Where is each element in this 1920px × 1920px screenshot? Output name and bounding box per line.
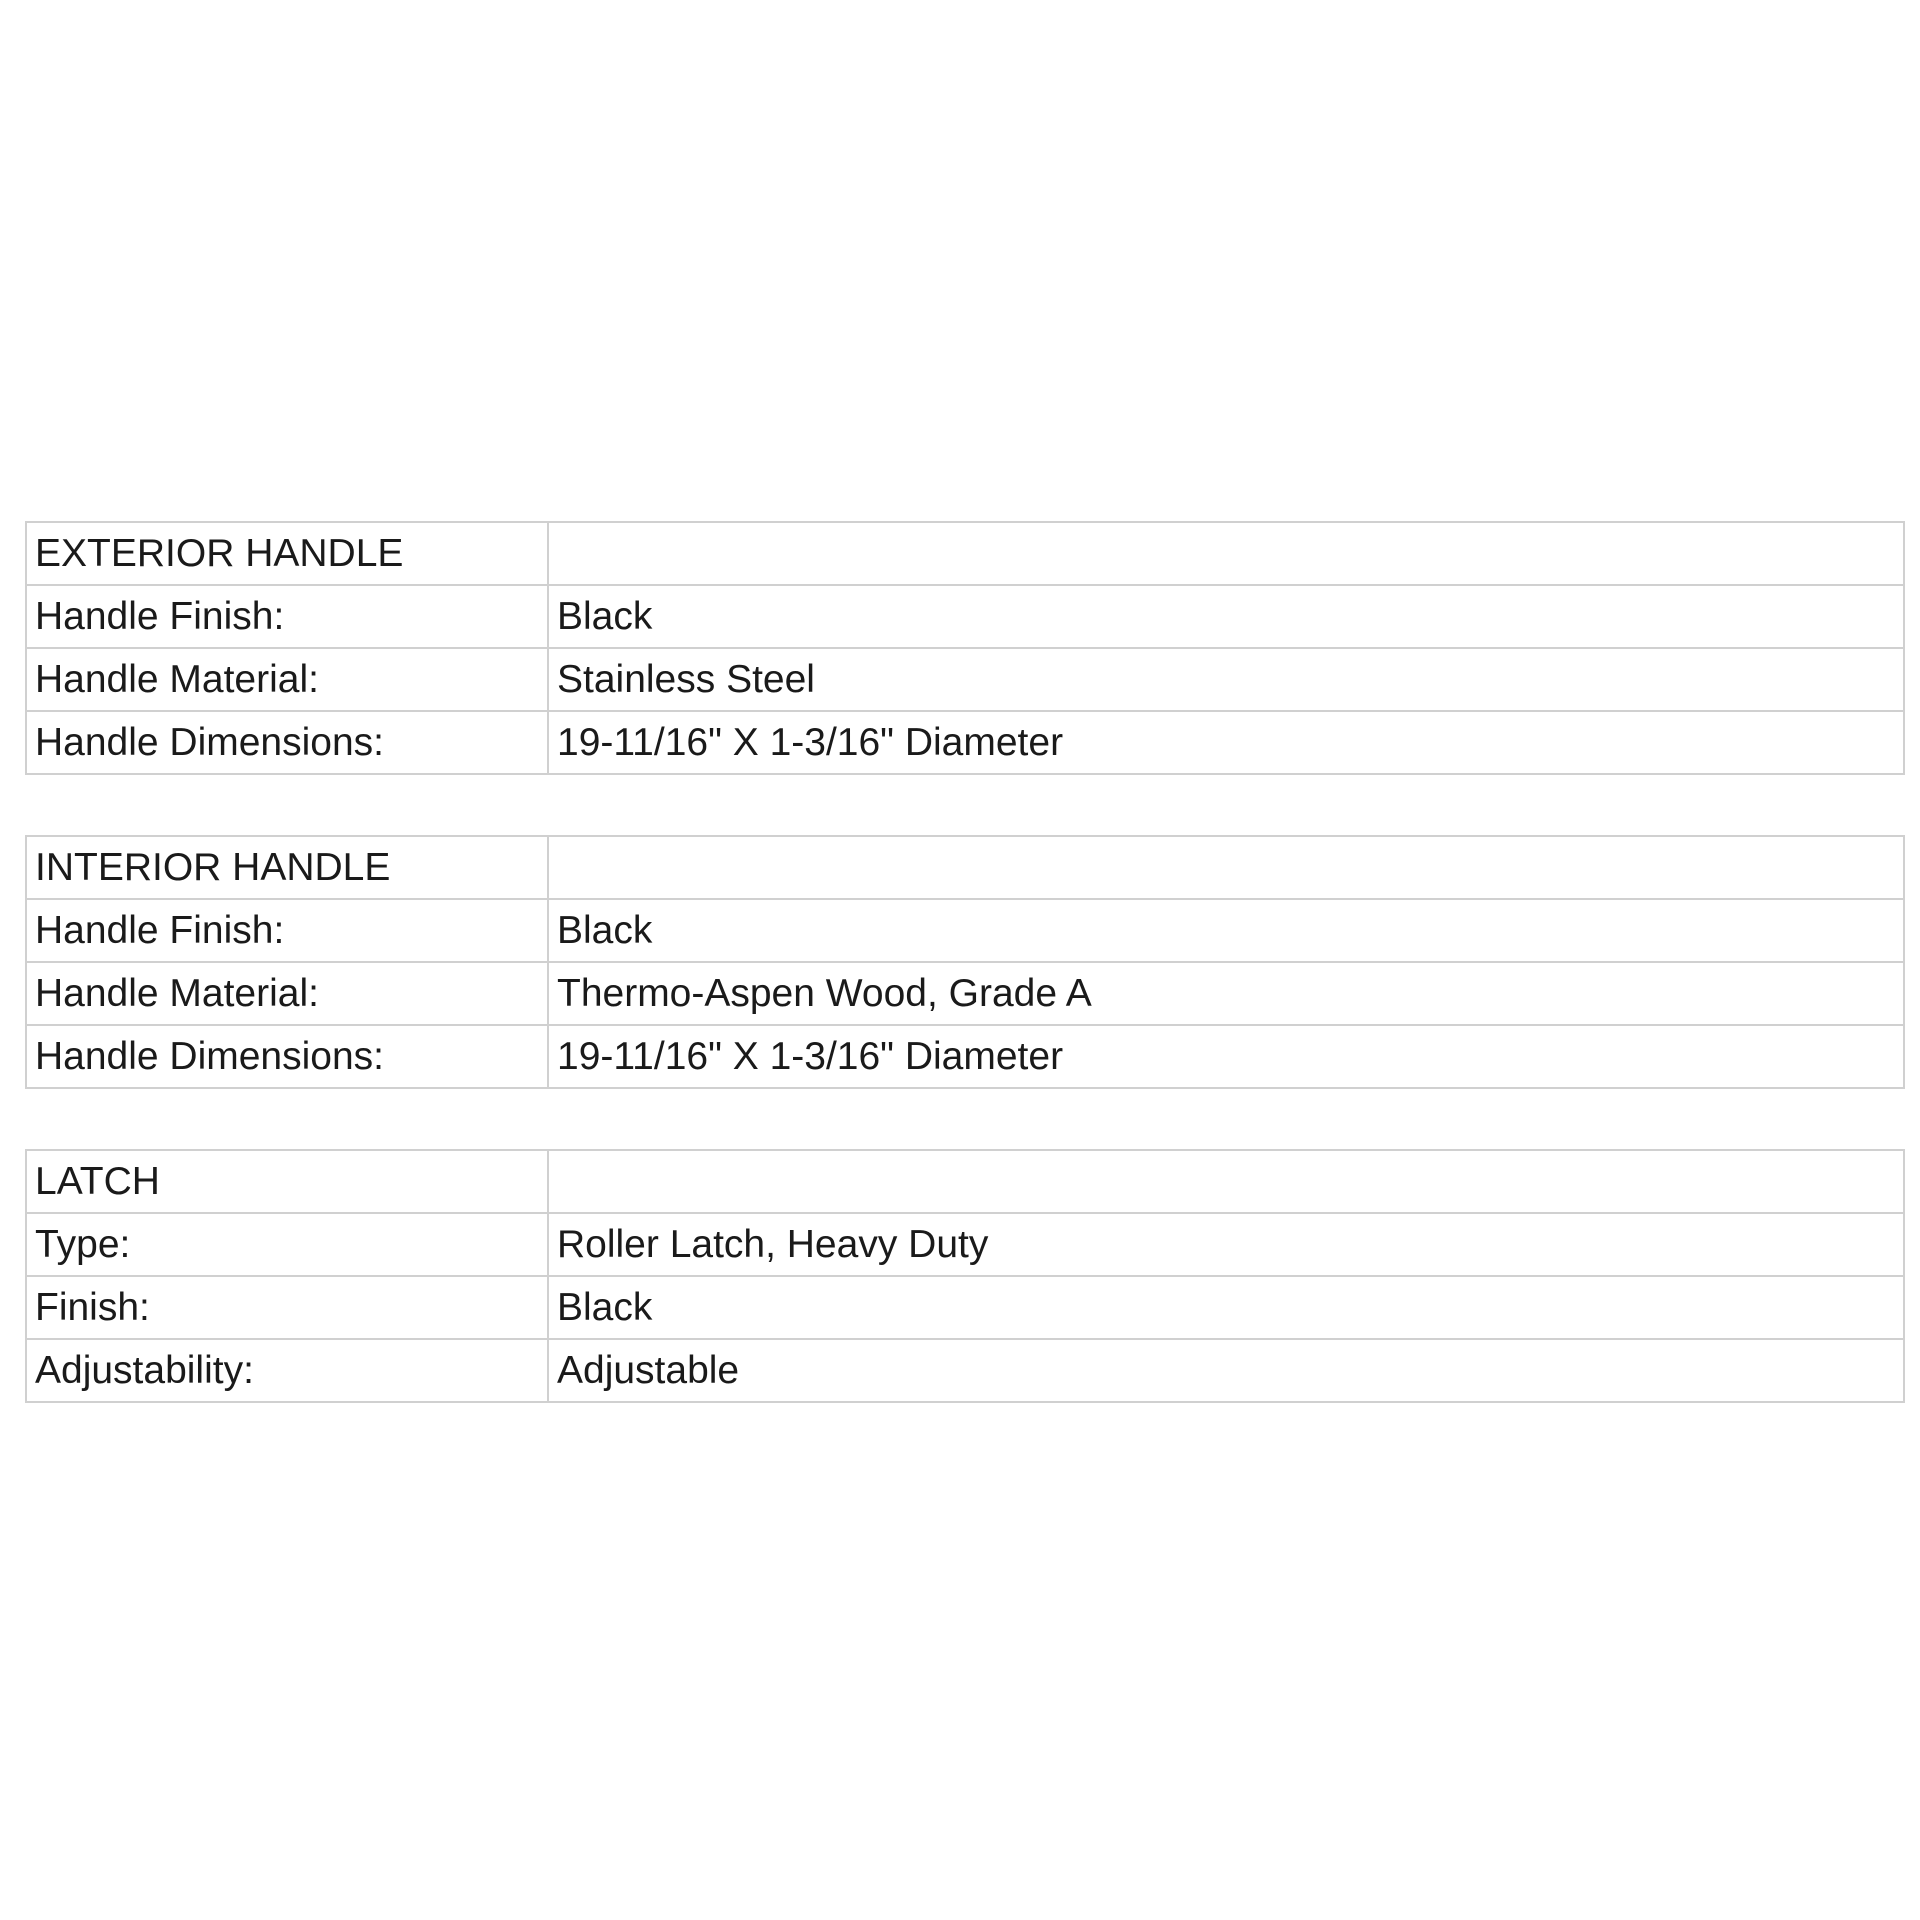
empty-cell <box>548 1150 1904 1213</box>
spec-value: Black <box>548 585 1904 648</box>
latch-spec-table <box>25 1149 1905 1403</box>
spec-label: Handle Dimensions: <box>26 711 548 774</box>
spec-value: Stainless Steel <box>548 648 1904 711</box>
spec-value: 19-11/16" X 1-3/16" Diameter <box>548 711 1904 774</box>
empty-cell <box>548 836 1904 899</box>
table-row <box>26 1339 1904 1402</box>
section-heading: LATCH <box>26 1150 548 1213</box>
table-row <box>26 711 1904 774</box>
table-row <box>26 1213 1904 1276</box>
spec-value: Black <box>548 899 1904 962</box>
spec-value: Adjustable <box>548 1339 1904 1402</box>
exterior-handle-spec-table <box>25 521 1905 775</box>
spec-label: Handle Dimensions: <box>26 1025 548 1088</box>
empty-cell <box>548 522 1904 585</box>
table-header-row <box>26 836 1904 899</box>
section-heading: INTERIOR HANDLE <box>26 836 548 899</box>
spec-label: Handle Finish: <box>26 585 548 648</box>
table-row <box>26 585 1904 648</box>
spec-value: Thermo-Aspen Wood, Grade A <box>548 962 1904 1025</box>
spec-label: Type: <box>26 1213 548 1276</box>
table-row <box>26 648 1904 711</box>
spec-label: Handle Material: <box>26 648 548 711</box>
table-header-row <box>26 1150 1904 1213</box>
spec-value: Black <box>548 1276 1904 1339</box>
spec-value: Roller Latch, Heavy Duty <box>548 1213 1904 1276</box>
spec-label: Handle Material: <box>26 962 548 1025</box>
spec-label: Finish: <box>26 1276 548 1339</box>
section-heading: EXTERIOR HANDLE <box>26 522 548 585</box>
table-row <box>26 1025 1904 1088</box>
interior-handle-spec-table <box>25 835 1905 1089</box>
spec-label: Handle Finish: <box>26 899 548 962</box>
table-row <box>26 1276 1904 1339</box>
spec-value: 19-11/16" X 1-3/16" Diameter <box>548 1025 1904 1088</box>
spec-label: Adjustability: <box>26 1339 548 1402</box>
table-row <box>26 962 1904 1025</box>
table-row <box>26 899 1904 962</box>
table-header-row <box>26 522 1904 585</box>
